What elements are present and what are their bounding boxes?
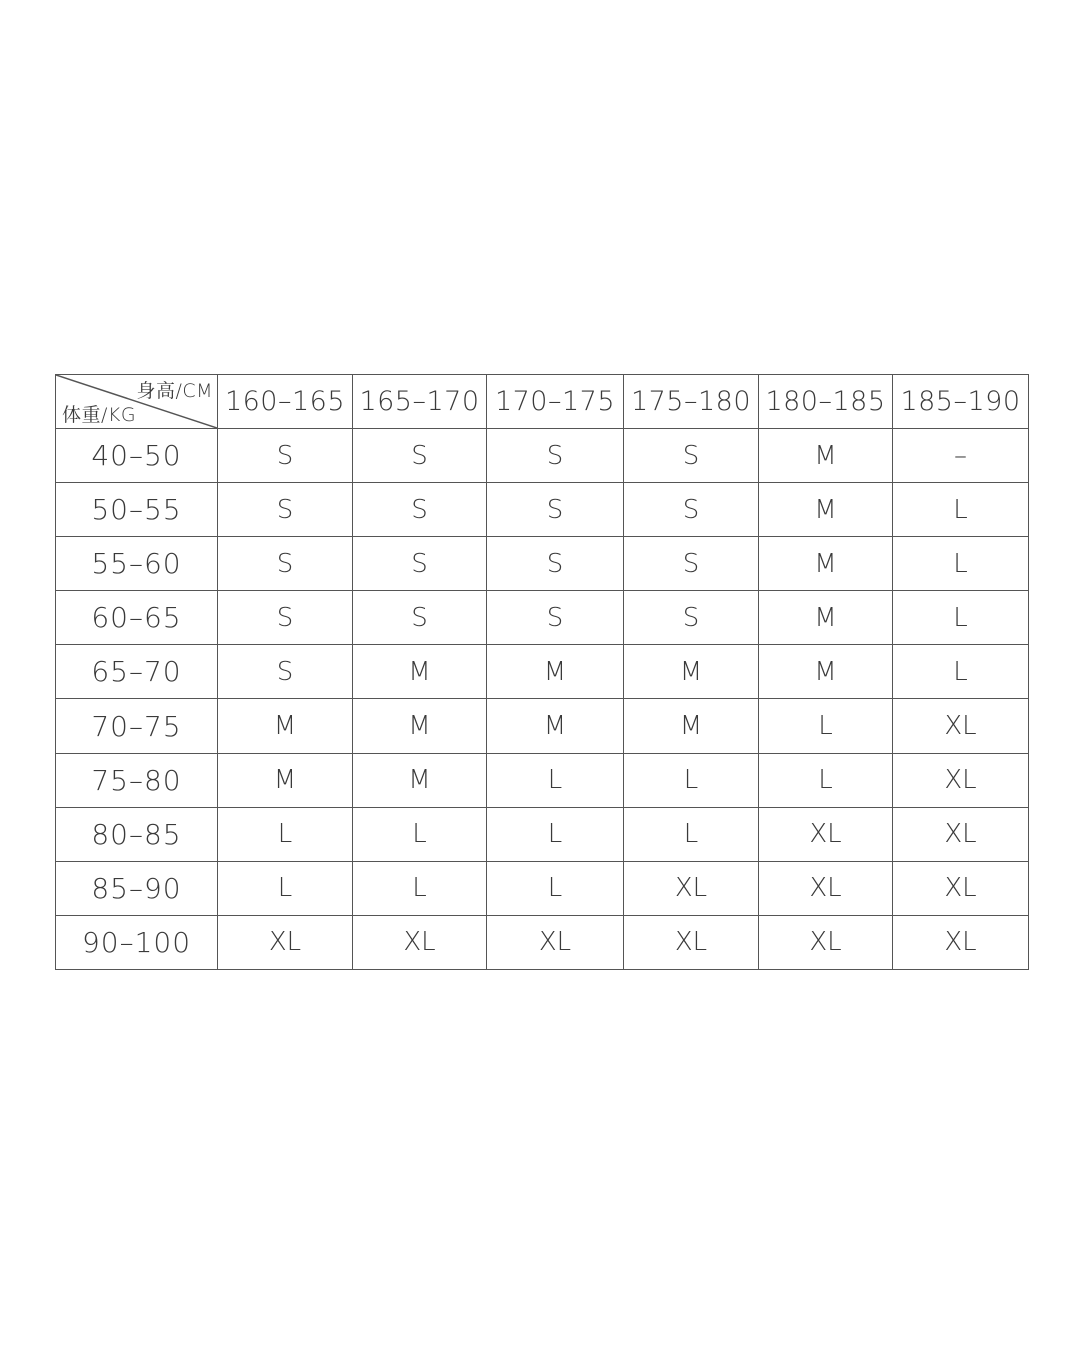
table-row (56, 537, 1029, 591)
table-row (56, 429, 1029, 483)
size-cell: M (487, 645, 624, 699)
size-cell: S (487, 429, 624, 483)
size-cell: M (624, 645, 759, 699)
size-cell: XL (624, 915, 759, 969)
size-cell: S (353, 591, 487, 645)
size-cell: L (624, 753, 759, 807)
table-row (56, 483, 1029, 537)
size-cell: M (218, 753, 353, 807)
size-cell: S (624, 537, 759, 591)
height-range-header: 175–180 (624, 375, 759, 429)
height-range-header: 160–165 (218, 375, 353, 429)
size-cell: S (353, 429, 487, 483)
size-cell: XL (893, 699, 1029, 753)
size-cell: M (759, 591, 893, 645)
weight-range-cell: 65–70 (56, 645, 218, 699)
corner-header-cell (56, 375, 218, 429)
size-cell: S (624, 483, 759, 537)
size-cell: L (759, 699, 893, 753)
weight-range-cell: 70–75 (56, 699, 218, 753)
size-cell: S (487, 537, 624, 591)
weight-axis-label: 体重/KG (62, 404, 137, 426)
header-row (56, 375, 1029, 429)
size-cell: XL (218, 915, 353, 969)
size-cell: XL (759, 915, 893, 969)
size-cell: M (487, 699, 624, 753)
size-cell: S (218, 645, 353, 699)
size-cell: M (624, 699, 759, 753)
size-cell: L (893, 591, 1029, 645)
table-row (56, 645, 1029, 699)
size-cell: M (353, 753, 487, 807)
size-cell: M (759, 537, 893, 591)
size-cell: M (759, 483, 893, 537)
size-cell: M (759, 429, 893, 483)
weight-range-cell: 85–90 (56, 861, 218, 915)
size-cell: M (759, 645, 893, 699)
size-cell: L (353, 861, 487, 915)
size-cell: L (893, 537, 1029, 591)
size-chart-table (55, 374, 1029, 970)
size-cell: L (893, 645, 1029, 699)
size-cell: L (487, 753, 624, 807)
size-cell: M (353, 699, 487, 753)
size-cell: XL (893, 807, 1029, 861)
table-row (56, 861, 1029, 915)
size-cell: M (353, 645, 487, 699)
size-cell: S (353, 483, 487, 537)
height-range-header: 185–190 (893, 375, 1029, 429)
size-cell: L (624, 807, 759, 861)
weight-range-cell: 75–80 (56, 753, 218, 807)
size-cell: L (487, 861, 624, 915)
size-cell: L (218, 807, 353, 861)
size-cell: S (624, 429, 759, 483)
size-cell: L (759, 753, 893, 807)
weight-range-cell: 90–100 (56, 915, 218, 969)
size-cell: L (487, 807, 624, 861)
size-cell: L (353, 807, 487, 861)
size-cell: L (893, 483, 1029, 537)
table-row (56, 807, 1029, 861)
height-range-header: 170–175 (487, 375, 624, 429)
size-cell: – (893, 429, 1029, 483)
size-cell: XL (893, 753, 1029, 807)
size-cell: S (218, 537, 353, 591)
weight-range-cell: 80–85 (56, 807, 218, 861)
size-cell: XL (893, 915, 1029, 969)
table-row (56, 699, 1029, 753)
size-cell: XL (759, 861, 893, 915)
size-cell: S (487, 483, 624, 537)
height-range-header: 180–185 (759, 375, 893, 429)
size-cell: XL (759, 807, 893, 861)
size-cell: S (218, 483, 353, 537)
table-row (56, 753, 1029, 807)
height-range-header: 165–170 (353, 375, 487, 429)
size-cell: L (218, 861, 353, 915)
weight-range-cell: 40–50 (56, 429, 218, 483)
weight-range-cell: 60–65 (56, 591, 218, 645)
weight-range-cell: 55–60 (56, 537, 218, 591)
size-cell: S (487, 591, 624, 645)
size-chart-body (56, 429, 1029, 970)
table-row (56, 915, 1029, 969)
size-cell: S (624, 591, 759, 645)
size-cell: S (218, 429, 353, 483)
weight-range-cell: 50–55 (56, 483, 218, 537)
size-cell: S (353, 537, 487, 591)
size-cell: M (218, 699, 353, 753)
size-cell: XL (893, 861, 1029, 915)
table-row (56, 591, 1029, 645)
size-cell: XL (353, 915, 487, 969)
height-axis-label: 身高/CM (136, 380, 213, 402)
size-cell: S (218, 591, 353, 645)
size-cell: XL (487, 915, 624, 969)
size-cell: XL (624, 861, 759, 915)
